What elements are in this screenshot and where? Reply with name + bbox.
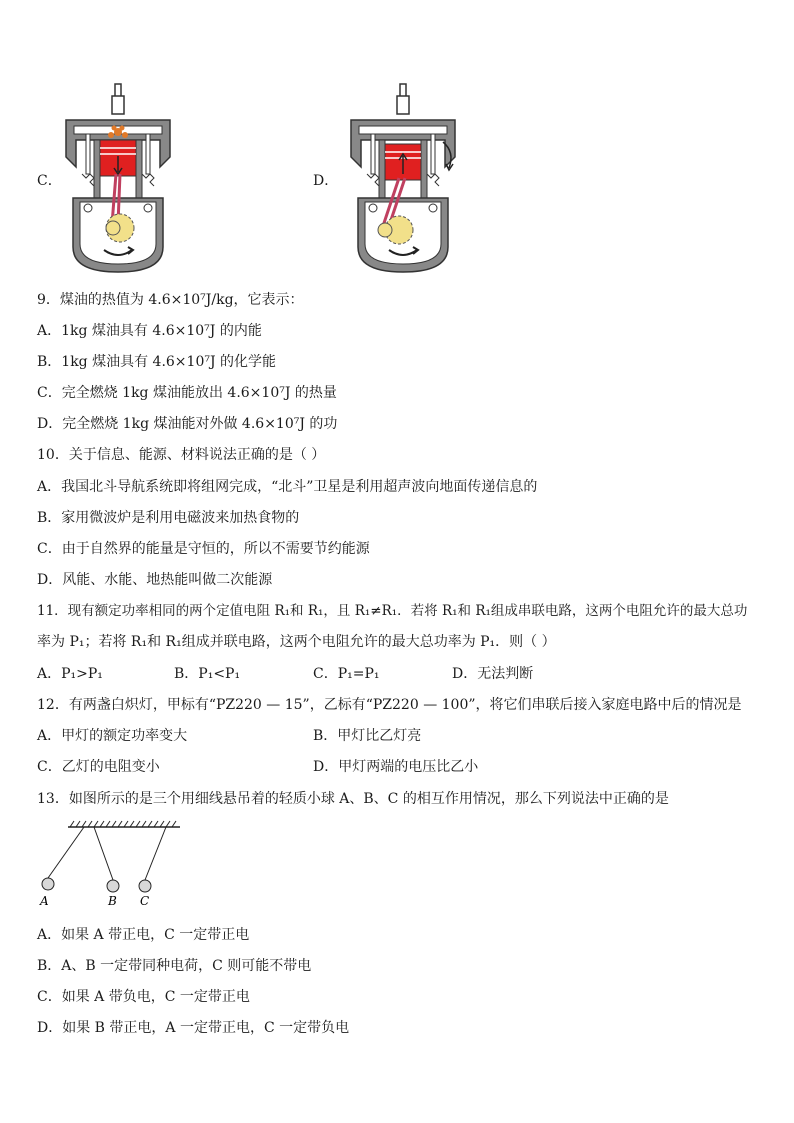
q11-option-c: C．P₁=P₁ — [313, 666, 380, 682]
q9-option-c: C．完全燃烧 1kg 煤油能放出 4.6×10⁷J 的热量 — [37, 385, 337, 401]
q12-option-a: A．甲灯的额定功率变大 — [37, 728, 188, 744]
engine-diagram-c — [58, 82, 178, 277]
q9-stem: 9．煤油的热值为 4.6×10⁷J/kg，它表示： — [37, 292, 304, 308]
q13-option-a: A．如果 A 带正电，C 一定带正电 — [37, 927, 250, 943]
q11-options-row — [0, 664, 794, 684]
q11-option-b: B．P₁<P₁ — [174, 666, 241, 682]
ball-b — [107, 880, 119, 892]
hanging-balls-diagram — [34, 818, 184, 910]
q13-stem: 13．如图所示的是三个用细线悬吊着的轻质小球 A、B、C 的相互作用情况，那么下列说法中正确的是 — [37, 791, 669, 807]
q12-options-row-1 — [0, 726, 794, 746]
q10-option-d: D．风能、水能、地热能叫做二次能源 — [37, 572, 273, 588]
ball-a — [42, 878, 54, 890]
q11-option-a: A．P₁>P₁ — [37, 666, 103, 682]
engine-diagram-d — [343, 82, 468, 277]
ball-label-b: B — [108, 894, 117, 908]
q12-options-row-2 — [0, 757, 794, 777]
ball-c — [139, 880, 151, 892]
q11-option-d: D．无法判断 — [452, 666, 534, 682]
q12-option-d: D．甲灯两端的电压比乙小 — [313, 759, 479, 775]
q12-option-b: B．甲灯比乙灯亮 — [313, 728, 422, 744]
q9-option-a: A．1kg 煤油具有 4.6×10⁷J 的内能 — [37, 323, 262, 339]
q10-stem: 10．关于信息、能源、材料说法正确的是（ ） — [37, 447, 326, 463]
ball-label-a: A — [40, 894, 49, 908]
ball-label-c: C — [140, 894, 150, 908]
q10-option-a: A．我国北斗导航系统即将组网完成，“北斗”卫星是利用超声波向地面传递信息的 — [37, 479, 538, 495]
q9-option-b: B．1kg 煤油具有 4.6×10⁷J 的化学能 — [37, 354, 277, 370]
q13-option-b: B．A、B 一定带同种电荷，C 则可能不带电 — [37, 958, 312, 974]
q10-option-b: B．家用微波炉是利用电磁波来加热食物的 — [37, 510, 300, 526]
q11-stem-line1: 11．现有额定功率相同的两个定值电阻 R₁和 R₁，且 R₁≠R₁．若将 R₁和 R₁组成串联电路，这两个电阻允许的最大总功 — [37, 603, 748, 619]
q8-option-d-label: D． — [313, 173, 339, 189]
q13-option-d: D．如果 B 带正电，A 一定带正电，C 一定带负电 — [37, 1020, 350, 1036]
q12-stem: 12．有两盏白炽灯，甲标有“PZ220 — 15”，乙标有“PZ220 — 100”，将它们串联后接入家庭电路中后的情况是 — [37, 697, 742, 713]
q10-option-c: C．由于自然界的能量是守恒的，所以不需要节约能源 — [37, 541, 370, 557]
q13-option-c: C．如果 A 带负电，C 一定带正电 — [37, 989, 250, 1005]
q11-stem-line2: 率为 P₁；若将 R₁和 R₁组成并联电路，这两个电阻允许的最大总功率为 P₁．则（ ） — [37, 634, 556, 650]
q9-option-d: D．完全燃烧 1kg 煤油能对外做 4.6×10⁷J 的功 — [37, 416, 338, 432]
q8-option-c-label: C． — [37, 173, 62, 189]
q12-option-c: C．乙灯的电阻变小 — [37, 759, 160, 775]
